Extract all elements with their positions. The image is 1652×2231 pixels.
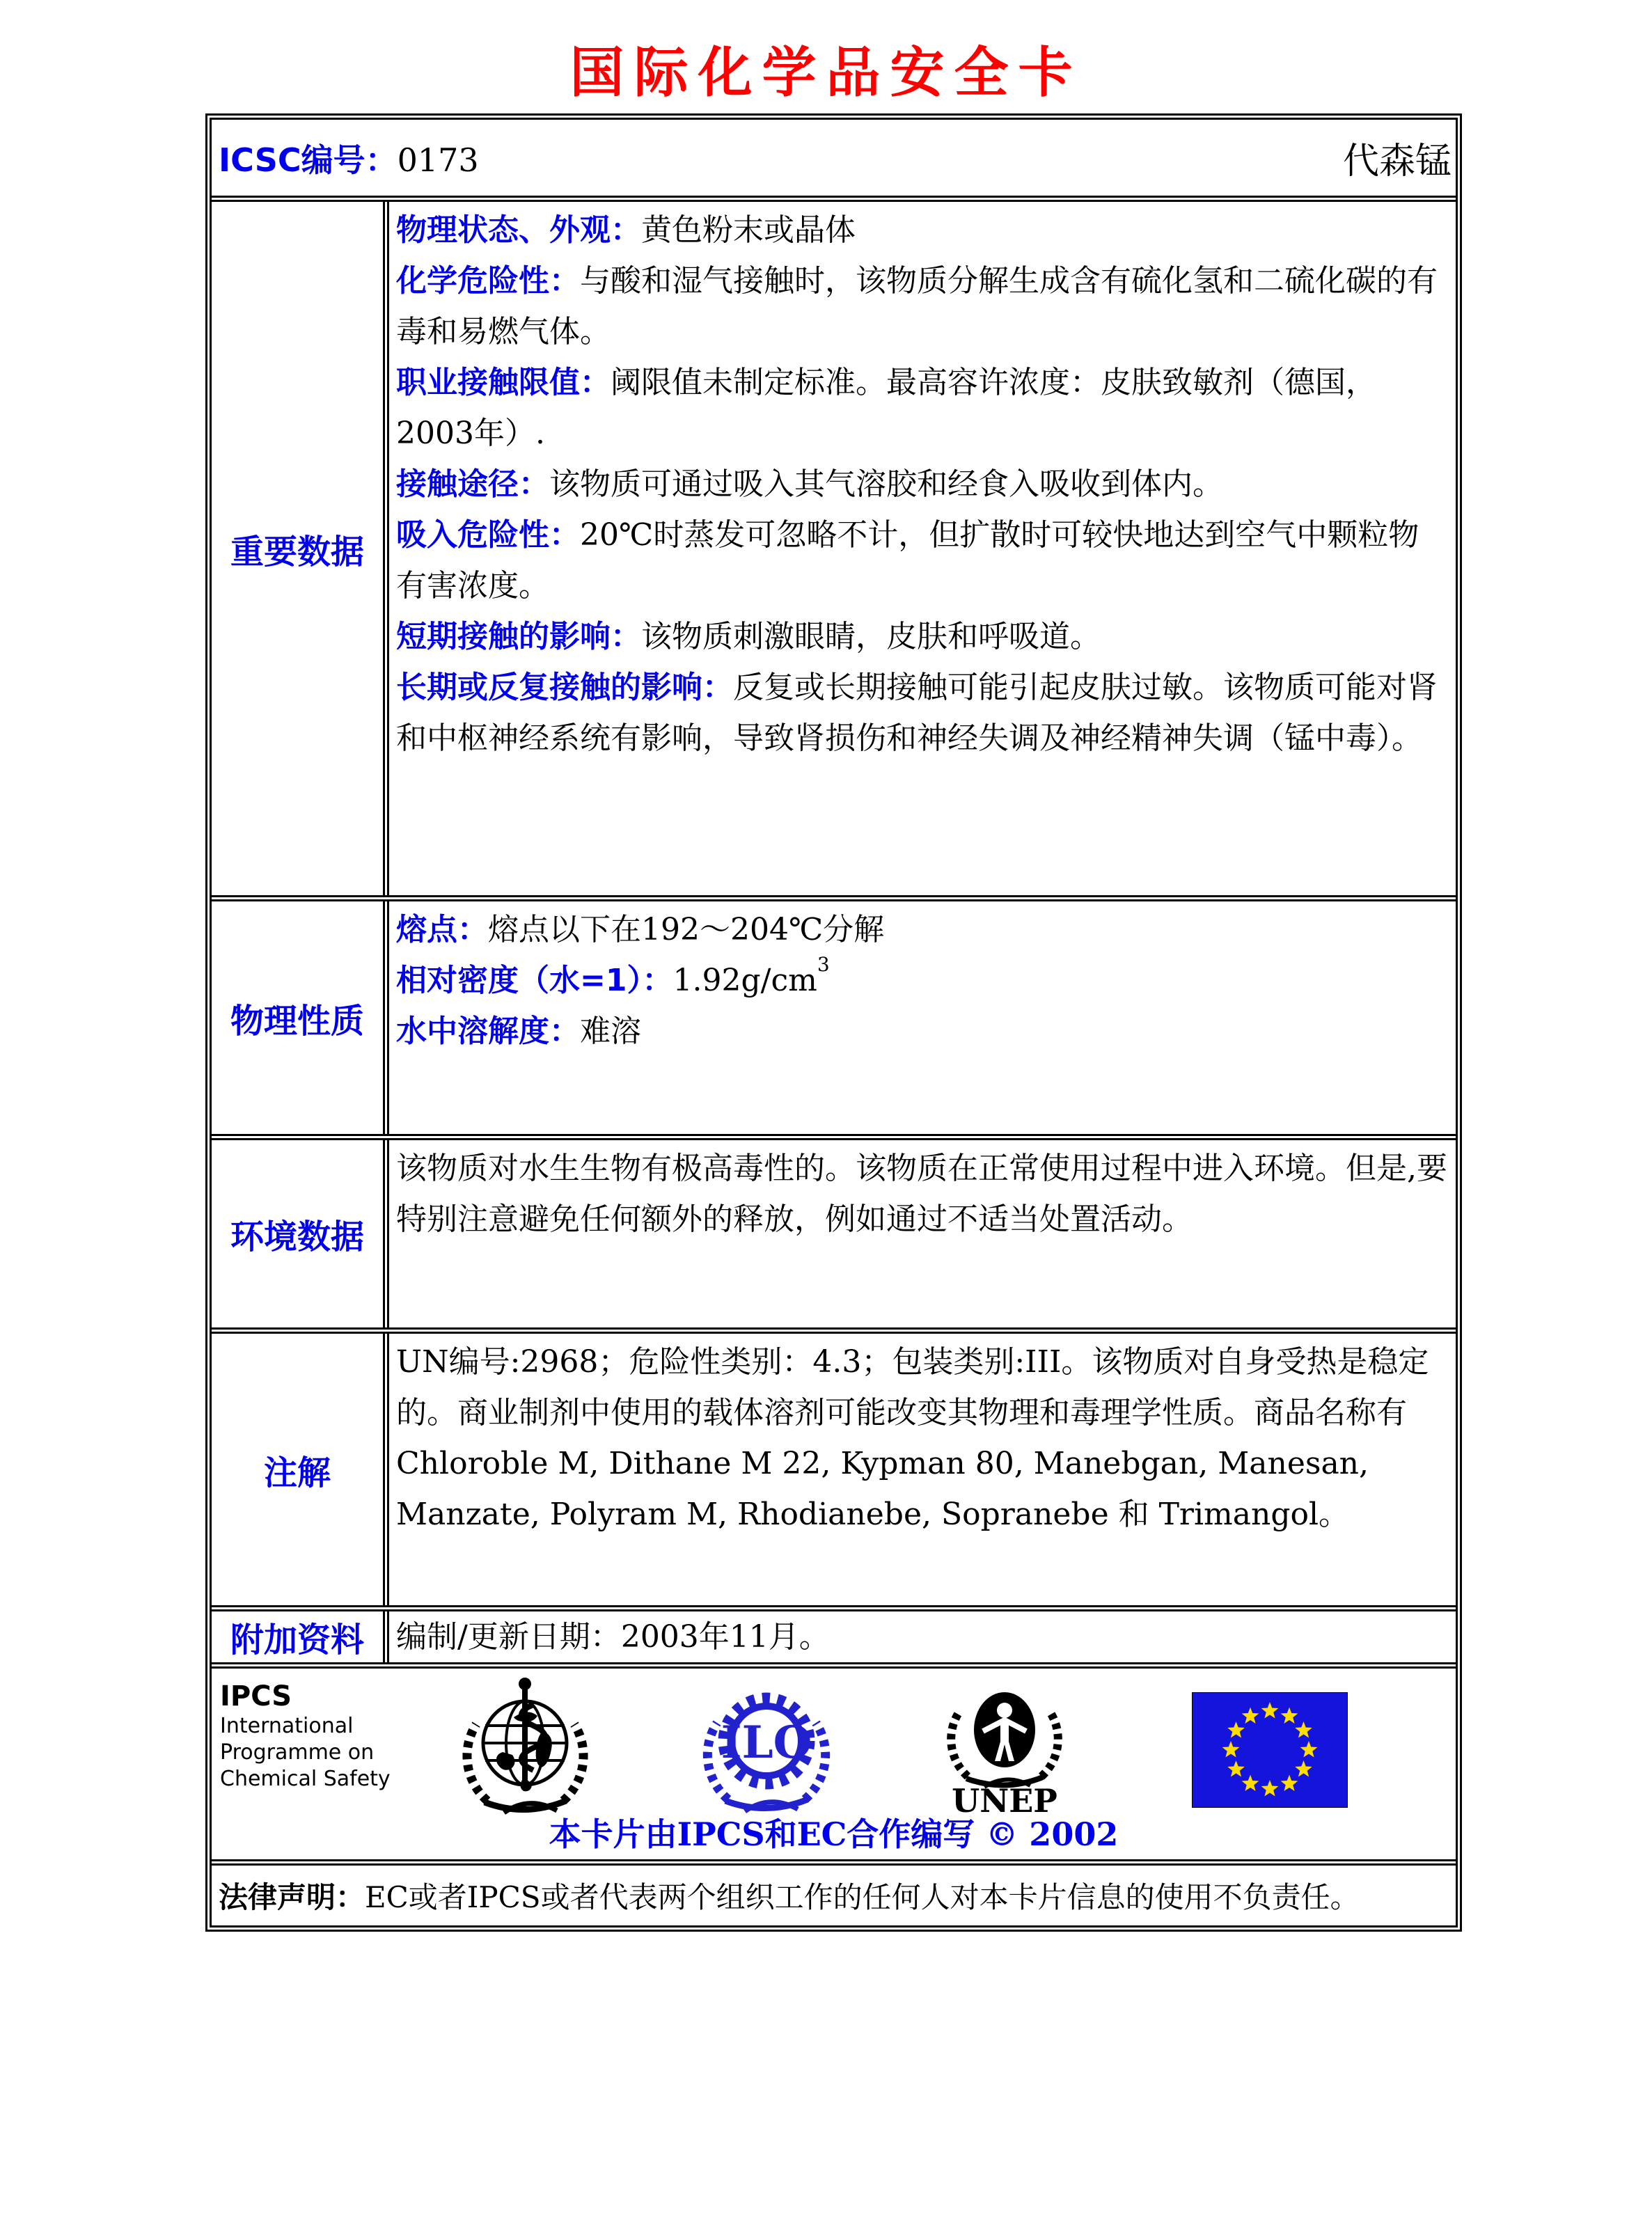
field-value: 难溶 <box>580 1014 641 1049</box>
unep-logo-icon <box>944 1676 1066 1815</box>
icsc-table <box>205 113 1462 1932</box>
logos-row <box>212 1669 1456 1866</box>
page-title: 国际化学品安全卡 <box>569 41 1083 104</box>
field-value: 1.92g/cm <box>672 963 817 998</box>
physical-properties-label-cell <box>212 901 389 1134</box>
relative-density-line <box>396 955 1447 1006</box>
density-superscript: 3 <box>817 953 830 976</box>
legal-notice-cell <box>212 1866 1456 1925</box>
field-value: 熔点以下在192～204℃分解 <box>488 912 885 947</box>
important-line <box>396 459 1447 510</box>
additional-info-content <box>389 1611 1456 1662</box>
icsc-number <box>219 135 479 181</box>
ilo-logo-icon <box>700 1677 833 1816</box>
field-label: 短期接触的影响： <box>396 619 641 654</box>
ipcs-line: International <box>220 1714 354 1738</box>
important-line <box>396 510 1447 611</box>
header-row <box>212 120 1456 202</box>
unep-letters: UNEP <box>952 1782 1057 1815</box>
important-line <box>396 611 1447 662</box>
additional-info-row <box>212 1611 1456 1669</box>
ipcs-text-block <box>220 1680 391 1792</box>
melting-point-line <box>396 904 1447 955</box>
field-value: 与酸和湿气接触时，该物质分解生成含有硫化氢和二硫化碳的有毒和易燃气体。 <box>396 263 1438 349</box>
environmental-data-row <box>212 1140 1456 1334</box>
who-logo-icon <box>461 1676 590 1818</box>
field-label: 熔点： <box>396 912 488 947</box>
legal-notice-row <box>212 1866 1456 1925</box>
notes-row <box>212 1334 1456 1611</box>
field-label: 长期或反复接触的影响： <box>396 670 733 705</box>
field-label: 职业接触限值： <box>396 365 611 400</box>
additional-info-text: 编制/更新日期：2003年11月。 <box>396 1619 830 1655</box>
additional-info-row-label: 附加资料 <box>230 1621 364 1660</box>
notes-text: UN编号:2968；危险性类别：4.3；包装类别:III。该物质对自身受热是稳定的。商业制剂中使用的载体溶剂可能改变其物理和毒理学性质。商品名称有Chloroble M, Dithane M 22, Kypman 80, Manebgan, Manesan, Manzate, Polyram M, Rhodianebe, Sopranebe 和 Trimangol。 <box>396 1344 1429 1532</box>
ipcs-line: Programme on <box>220 1740 375 1765</box>
header-cell <box>212 132 1456 184</box>
environmental-data-label-cell <box>212 1140 389 1327</box>
ipcs-acronym: IPCS <box>220 1680 292 1712</box>
important-data-label-cell <box>212 202 389 895</box>
caption-text: 本卡片由IPCS和EC合作编写 <box>549 1815 975 1853</box>
legal-notice-text: EC或者IPCS或者代表两个组织工作的任何人对本卡片信息的使用不负责任。 <box>365 1880 1360 1914</box>
environmental-data-text: 该物质对水生生物有极高毒性的。该物质在正常使用过程中进入环境。但是,要特别注意避免任何额外的释放，例如通过不适当处置活动。 <box>396 1151 1447 1237</box>
field-label: 化学危险性： <box>396 263 580 299</box>
cooperation-caption <box>212 1809 1456 1855</box>
legal-notice-label: 法律声明： <box>219 1880 365 1914</box>
eu-flag-icon <box>1192 1692 1348 1808</box>
field-label: 物理状态、外观： <box>396 212 641 248</box>
important-data-row <box>212 202 1456 901</box>
field-value: 该物质刺激眼睛，皮肤和呼吸道。 <box>641 619 1101 654</box>
chemical-name: 代森锰 <box>1342 141 1452 182</box>
physical-properties-row <box>212 901 1456 1140</box>
ilo-letters: ILO <box>721 1717 812 1769</box>
physical-properties-row-label: 物理性质 <box>230 1001 364 1041</box>
icsc-number-value: 0173 <box>397 141 479 179</box>
water-solubility-line <box>396 1006 1447 1057</box>
notes-content <box>389 1334 1456 1605</box>
important-data-content <box>389 202 1456 895</box>
field-value: 黄色粉末或晶体 <box>641 212 856 248</box>
field-value: 阈限值未制定标准。最高容许浓度：皮肤致敏剂（德国，2003年）. <box>396 365 1376 451</box>
additional-info-label-cell <box>212 1611 389 1662</box>
copyright-text: © 2002 <box>986 1815 1119 1853</box>
field-label: 接触途径： <box>396 466 549 502</box>
important-line <box>396 662 1447 764</box>
field-label: 吸入危险性： <box>396 517 580 553</box>
important-data-row-label: 重要数据 <box>230 532 364 571</box>
icsc-number-label: ICSC编号： <box>219 141 398 179</box>
ipcs-line: Chemical Safety <box>220 1767 391 1791</box>
important-line <box>396 205 1447 255</box>
physical-properties-content <box>389 901 1456 1134</box>
notes-row-label: 注解 <box>263 1453 331 1492</box>
field-label: 水中溶解度： <box>396 1014 580 1049</box>
environmental-data-row-label: 环境数据 <box>230 1217 364 1256</box>
field-value: 反复或长期接触可能引起皮肤过敏。该物质可能对肾和中枢神经系统有影响，导致肾损伤和神经失调及神经精神失调（锰中毒）。 <box>396 670 1438 756</box>
field-label: 相对密度（水=1）： <box>396 963 673 998</box>
field-value: 该物质可通过吸入其气溶胶和经食入吸收到体内。 <box>549 466 1223 502</box>
notes-label-cell <box>212 1334 389 1605</box>
field-value: 20℃时蒸发可忽略不计，但扩散时可较快地达到空气中颗粒物有害浓度。 <box>396 517 1419 604</box>
environmental-data-content <box>389 1140 1456 1327</box>
important-line <box>396 357 1447 459</box>
important-line <box>396 255 1447 357</box>
